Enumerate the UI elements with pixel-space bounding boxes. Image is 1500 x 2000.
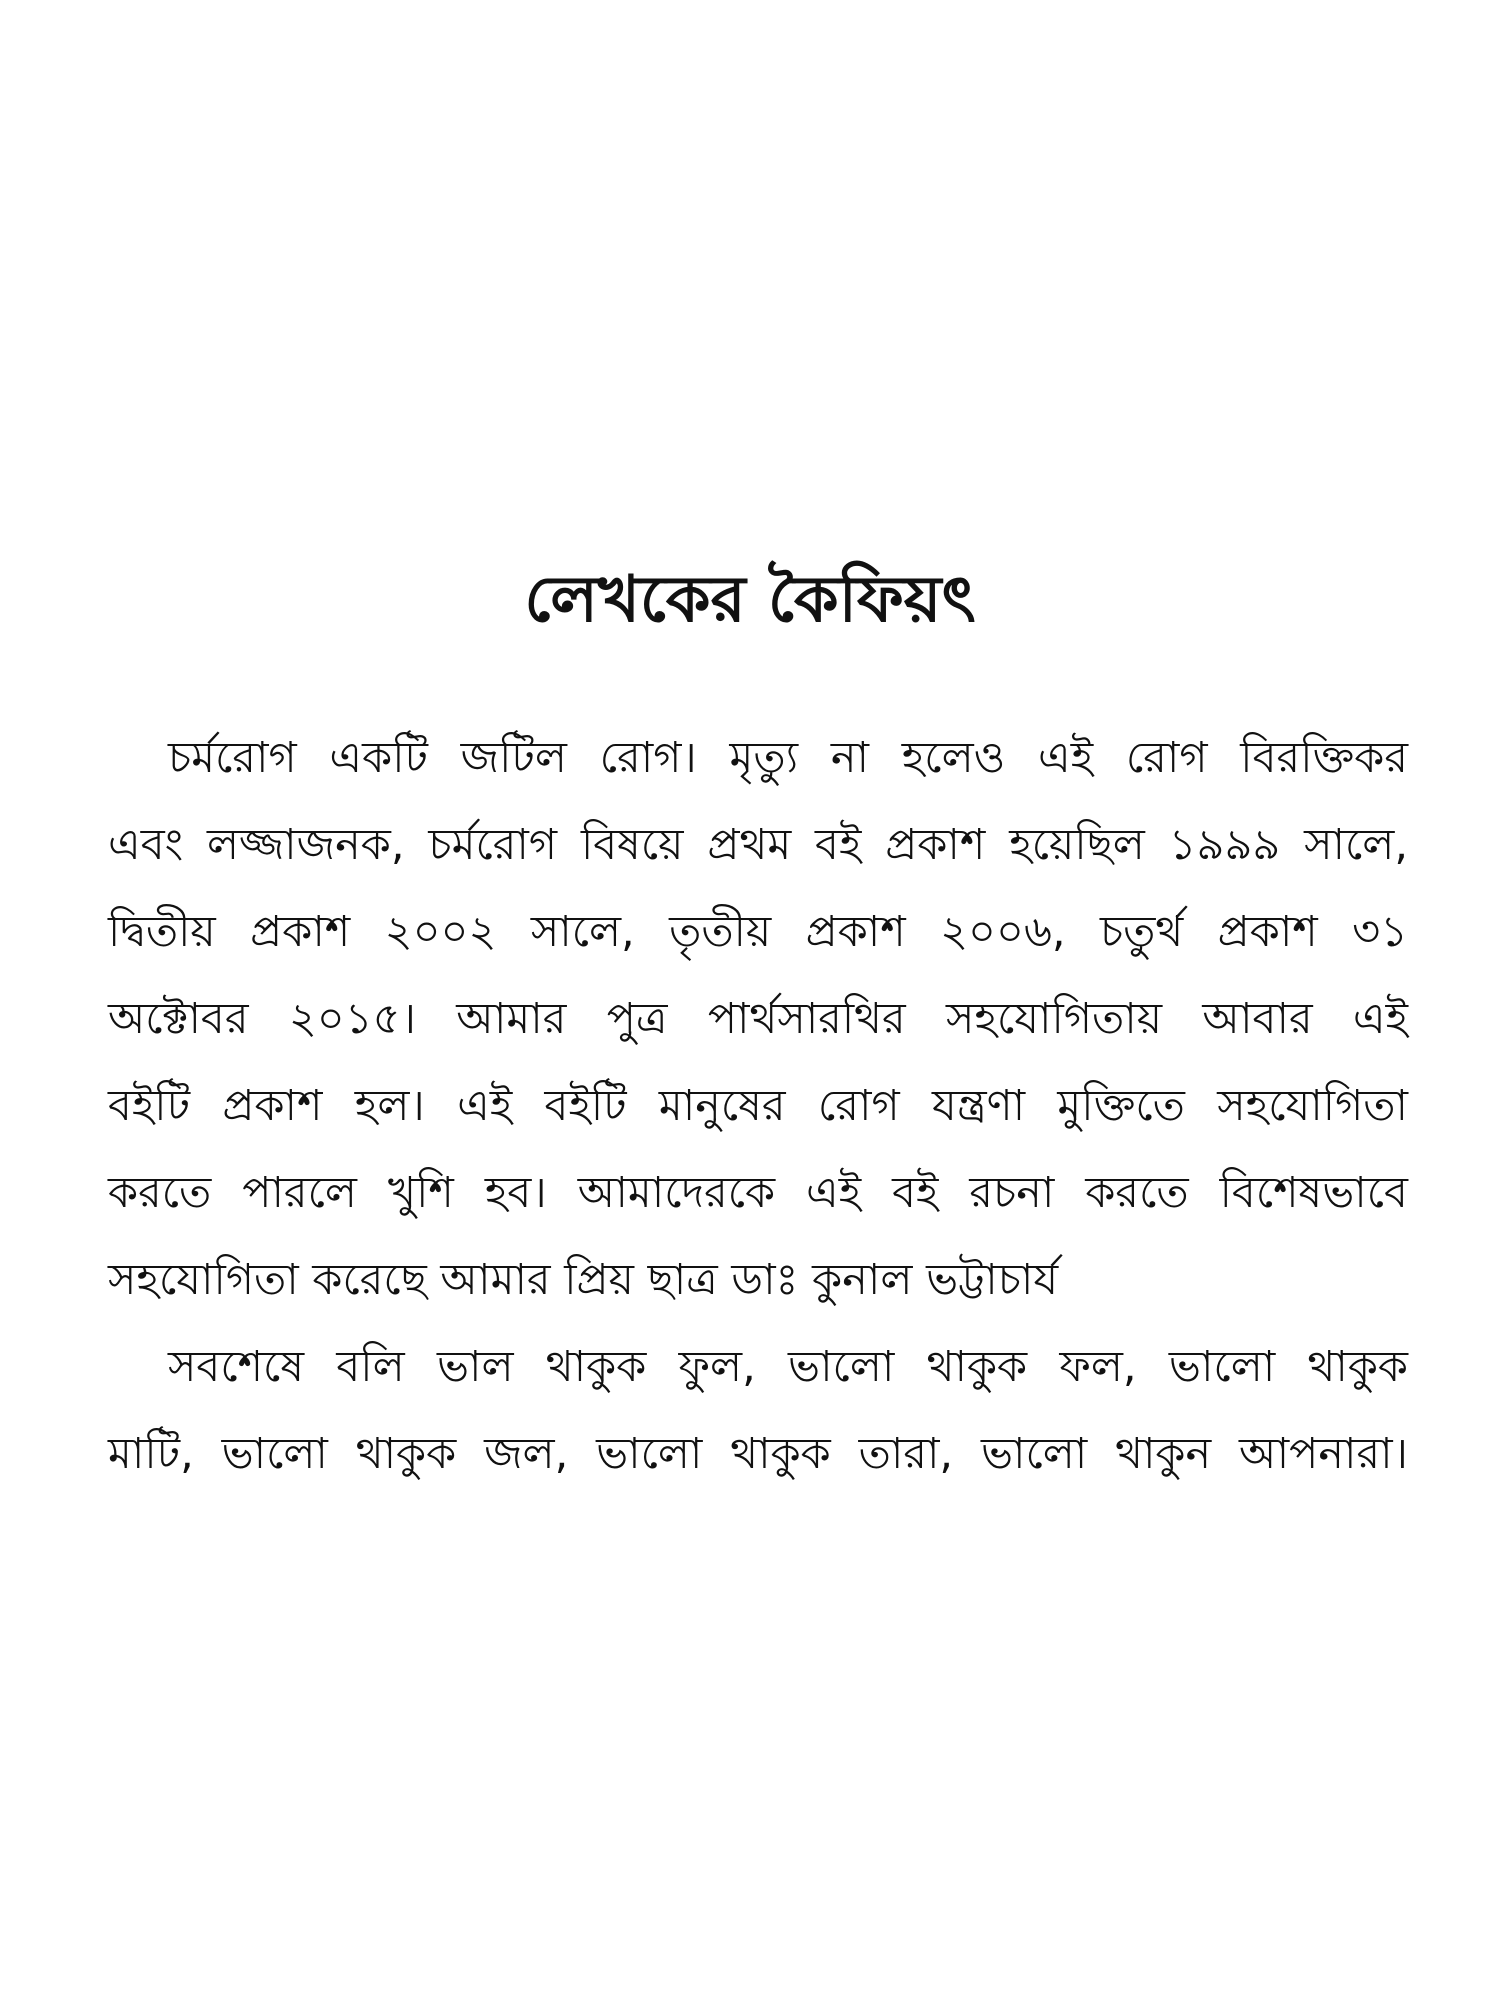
text-line: সহযোগিতা করেছে আমার প্রিয় ছাত্র ডাঃ কুনাল ভট্টাচার্য [108, 1255, 1059, 1305]
text-line: মাটি, ভালো থাকুক জল, ভালো থাকুক তারা, ভালো থাকুন আপনারা। [108, 1429, 1408, 1479]
page-title: লেখকের কৈফিয়ৎ [524, 563, 976, 637]
text-line: দ্বিতীয় প্রকাশ ২০০২ সালে, তৃতীয় প্রকাশ ২০০৬, চতুর্থ প্রকাশ ৩১ [108, 907, 1408, 957]
paragraph-1 [108, 715, 1408, 1324]
paragraph-2 [108, 1324, 1408, 1498]
text-line: অক্টোবর ২০১৫। আমার পুত্র পার্থসারথির সহযোগিতায় আবার এই [108, 994, 1408, 1044]
body-text [108, 715, 1408, 1498]
text-line: বইটি প্রকাশ হল। এই বইটি মানুষের রোগ যন্ত্রণা মুক্তিতে সহযোগিতা [108, 1081, 1408, 1131]
text-line: এবং লজ্জাজনক, চর্মরোগ বিষয়ে প্রথম বই প্রকাশ হয়েছিল ১৯৯৯ সালে, [108, 820, 1408, 870]
text-line: সবশেষে বলি ভাল থাকুক ফুল, ভালো থাকুক ফল, ভালো থাকুক [168, 1342, 1408, 1392]
text-line: চর্মরোগ একটি জটিল রোগ। মৃত্যু না হলেও এই রোগ বিরক্তিকর [168, 733, 1408, 783]
text-line: করতে পারলে খুশি হব। আমাদেরকে এই বই রচনা করতে বিশেষভাবে [108, 1168, 1408, 1218]
